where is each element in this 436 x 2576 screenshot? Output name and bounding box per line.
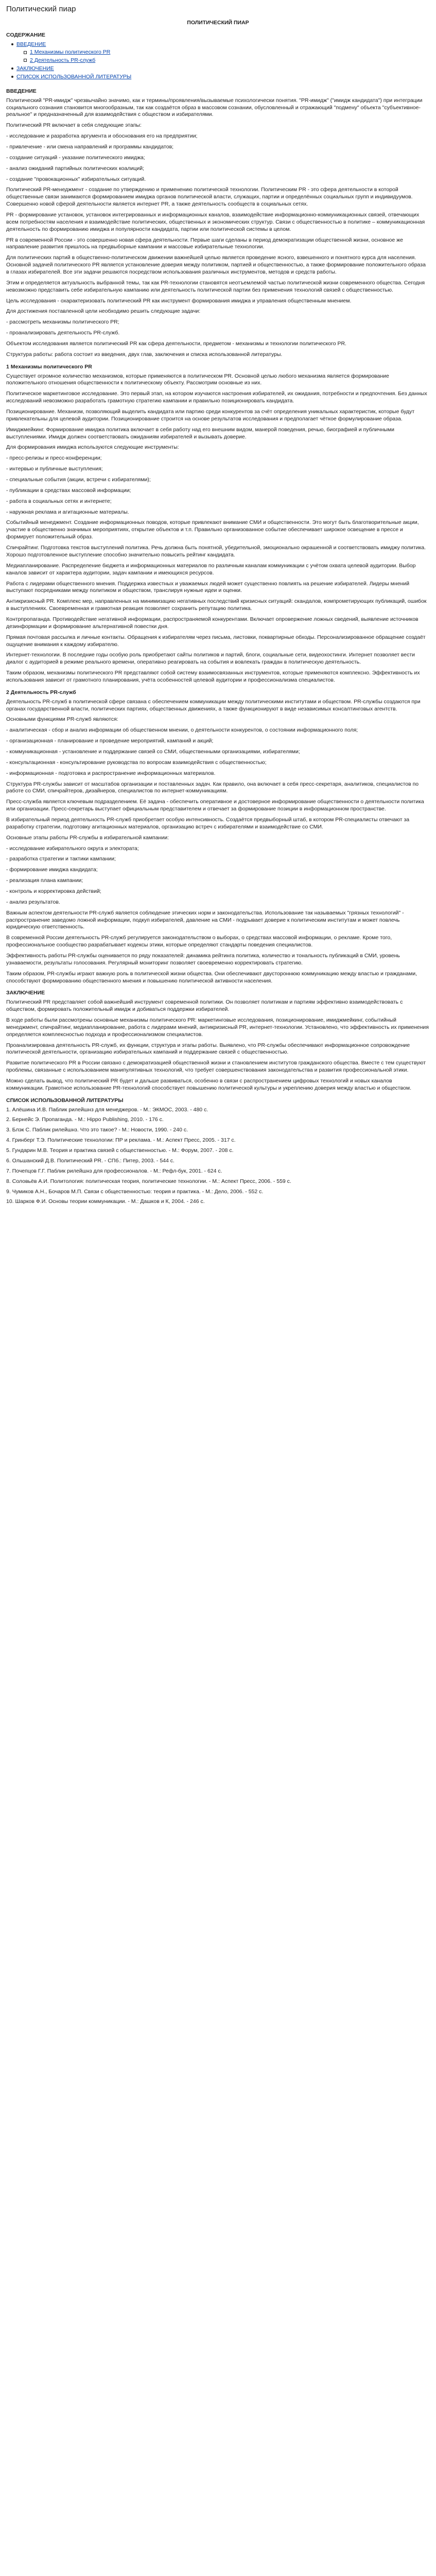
section-heading: ВВЕДЕНИЕ	[6, 88, 37, 94]
paragraph: Прямая почтовая рассылка и личные контакты. Обращения к избирателям через письма, листовки, поквартирные обходы. Персонализированное обращение создаёт ощущение внимания к каждому избирателю.	[6, 634, 426, 648]
paragraph: Интернет-технологии. В последние годы особую роль приобретают сайты политиков и партий, блоги, социальные сети, видеохостинги. Интернет позволяет вести диалог с аудиторией в режиме реального времени, оперативно реагировать на события и вовлекать граждан в политическую деятельность.	[6, 652, 415, 666]
paragraph: Пресс-служба является ключевым подразделением. Её задача - обеспечить оперативное и достоверное информирование общественности о деятельности политика или организации. Пресс-секретарь выступает официальным представителем и отвечает за формирование позиции в информационном пространстве.	[6, 799, 424, 812]
reference-item: 1. Алёшина И.В. Паблик рилейшнз для менеджеров. - М.: ЭКМОС, 2003. - 480 с.	[6, 1106, 208, 1113]
paragraph: Антикризисный PR. Комплекс мер, направленных на минимизацию негативных последствий кризисных ситуаций: скандалов, компрометирующих публикаций, ошибок в выступлениях. Своевременная и грамотная реакция позволяет сохранить репутацию политика.	[6, 598, 427, 612]
toc-link[interactable]: 2 Деятельность PR-служб	[30, 57, 96, 64]
paragraph: Политическое маркетинговое исследование. Это первый этап, на котором изучаются настроения избирателей, их ожидания, потребности и предпочтения. Без данных исследований невозможно разработать грамотную стратегию кампании и правильно позиционировать кандидата.	[6, 391, 427, 404]
table-of-contents	[6, 32, 430, 81]
paragraph: - консультационная - консультирование руководства по вопросам взаимодействия с общественностью;	[6, 759, 267, 766]
paragraph: - анализ результатов.	[6, 899, 60, 905]
toc-item	[6, 49, 430, 56]
paragraph: Этим и определяется актуальность выбранной темы, так как PR-технологии становятся неотъемлемой частью политической жизни современного общества. Сегодня невозможно представить себе избирательную кампанию или деятельность политической партии без применения технологий связей с общественностью.	[6, 279, 425, 293]
paragraph: Структура работы: работа состоит из введения, двух глав, заключения и списка использованной литературы.	[6, 351, 283, 358]
reference-item: 5. Гундарин М.В. Теория и практика связей с общественностью. - М.: Форум, 2007. - 208 с.	[6, 1147, 234, 1154]
paragraph: Основными функциями PR-служб являются:	[6, 716, 118, 723]
paragraph: Медиапланирование. Распределение бюджета и информационных материалов по различным каналам коммуникации с учётом охвата целевой аудитории. Выбор каналов зависит от характера аудитории, задач кампании и имеющихся ресурсов.	[6, 562, 416, 576]
toc-item	[6, 41, 430, 48]
bullet-icon	[24, 59, 27, 62]
toc-item	[6, 65, 430, 73]
paragraph: В современной России деятельность PR-служб регулируется законодательством о выборах, о средствах массовой информации, о рекламе. Кроме того, профессиональное сообщество разрабатывает кодексы этики, которые определяют стандарты поведения специалистов.	[6, 935, 392, 948]
section-heading: 2 Деятельность PR-служб	[6, 689, 76, 696]
toc-label: СОДЕРЖАНИЕ	[6, 31, 45, 38]
reference-item: 8. Соловьёв А.И. Политология: политическая теория, политические технологии. - М.: Аспект Пресс, 2006. - 559 с.	[6, 1178, 291, 1184]
paragraph: - аналитическая - сбор и анализ информации об общественном мнении, о деятельности конкурентов, о состоянии информационного поля;	[6, 727, 358, 734]
paragraph: Важным аспектом деятельности PR-служб является соблюдение этических норм и законодательства. Использование так называемых "грязных технологий" - распространение заведомо ложной информации, подкуп избирателей, давление на СМИ - подрывает доверие к политическим институтам и может повлечь юридическую ответственность.	[6, 909, 404, 930]
reference-item: 2. Бернейс Э. Пропаганда. - М.: Hippo Publishing, 2010. - 176 с.	[6, 1116, 164, 1123]
reference-item: 4. Гринберг Т.Э. Политические технологии: ПР и реклама. - М.: Аспект Пресс, 2005. - 317 с.	[6, 1137, 236, 1144]
reference-item: 10. Шарков Ф.И. Основы теории коммуникации. - М.: Дашков и К, 2004. - 246 с.	[6, 1198, 205, 1205]
references-section	[6, 1097, 430, 1206]
paragraph: - реализация плана кампании;	[6, 877, 83, 884]
section	[6, 689, 430, 985]
paragraph: Структура PR-службы зависит от масштабов организации и поставленных задач. Как правило, она включает в себя пресс-секретаря, аналитиков, специалистов по работе со СМИ, спичрайтеров, дизайнеров, специалистов по интернет-коммуникациям.	[6, 781, 419, 794]
references-list	[6, 1107, 430, 1206]
paragraph: Политический "PR-имидж" чрезвычайно значимо, как и термины/проявления/вызываемые психологически понятия. "PR-имидж" ("имидж кандидата") при интеграции социального сознания становится многообразным, так как создаётся образ в массовом сознании, обусловленный и отражающий "подмену" объекта "субъективное-реальное" и предназначенный для взаимодействия с обществом и избирателями.	[6, 97, 423, 118]
paragraph: Цель исследования - охарактеризовать политический PR как инструмент формирования имиджа и управления общественным мнением.	[6, 297, 352, 304]
section	[6, 990, 430, 1092]
paragraph: - исследование избирательного округа и электората;	[6, 845, 139, 852]
document-page	[0, 0, 436, 1206]
paragraph: Для формирования имиджа используются следующие инструменты:	[6, 444, 179, 451]
page-title: Политический пиар	[6, 5, 76, 13]
toc-link[interactable]: ВВЕДЕНИЕ	[16, 41, 46, 47]
paragraph: - разработка стратегии и тактики кампании;	[6, 856, 116, 862]
paragraph: - проанализировать деятельность PR-служб.	[6, 330, 120, 336]
paragraph: - наружная реклама и агитационные материалы.	[6, 509, 129, 515]
paragraph: Проанализирована деятельность PR-служб, их функции, структура и этапы работы. Выявлено, что PR-службы обеспечивают информационное сопровождение политической деятельности, организацию избирательных кампаний и поддержание связей с общественностью.	[6, 1042, 410, 1056]
paragraph: В ходе работы были рассмотрены основные механизмы политического PR: маркетинговые исследования, позиционирование, имиджмейкинг, событийный менеджмент, спичрайтинг, медиапланирование, работа с лидерами мнений, антикризисный PR, интернет-технологии. Установлено, что эффективность их применения определяется комплексностью подхода и профессионализмом специалистов.	[6, 1017, 429, 1038]
toc-link[interactable]: 1 Механизмы политического PR	[30, 49, 111, 56]
toc-item	[6, 57, 430, 64]
paragraph: - создание ситуаций - указание политического имиджа;	[6, 154, 145, 161]
section-heading: ЗАКЛЮЧЕНИЕ	[6, 990, 45, 996]
reference-item: 3. Блэк С. Паблик рилейшнз. Что это такое? - М.: Новости, 1990. - 240 с.	[6, 1127, 188, 1133]
reference-item: 6. Ольшанский Д.В. Политический PR. - СПб.: Питер, 2003. - 544 с.	[6, 1157, 175, 1164]
bullet-icon	[24, 51, 27, 54]
bullet-icon	[11, 43, 13, 45]
paragraph: Событийный менеджмент. Создание информационных поводов, которые привлекают внимание СМИ и общественности. Это могут быть благотворительные акции, участие в общественно значимых мероприятиях, открытие объектов и т.п. Правильно организованное событие обеспечивает широкое освещение в прессе и формирует положительный образ.	[6, 519, 419, 540]
section-heading: 1 Механизмы политического PR	[6, 363, 92, 370]
paragraph: Деятельность PR-служб в политической сфере связана с обеспечением коммуникации между политическими институтами и обществом. PR-службы создаются при органах государственной власти, политических партиях, общественных движениях, а также функционируют в виде независимых консалтинговых агентств.	[6, 698, 421, 712]
paragraph: - организационная - планирование и проведение мероприятий, кампаний и акций;	[6, 738, 214, 744]
paragraph: Политический PR включает в себя следующие этапы:	[6, 122, 142, 129]
paragraph: PR - формирование установок, установок интегрированных и информационных каналов, взаимодействие информационно-коммуникационных связей, отвечающих всем потребностям населения и взаимодействие политических, общественных и экономических структур. Связи с общественностью в политике – коммуникационная деятельность по формированию имиджа и популярности кандидата, партии или политической системы в целом.	[6, 211, 425, 232]
paragraph: - формирование имиджа кандидата;	[6, 867, 98, 873]
paragraph: - работа в социальных сетях и интернете;	[6, 498, 112, 504]
paragraph: Спичрайтинг. Подготовка текстов выступлений политика. Речь должна быть понятной, убедительной, эмоционально окрашенной и соответствовать имиджу политика. Хорошо подготовленное выступление способно значительно повысить рейтинг кандидата.	[6, 545, 426, 558]
paragraph: - контроль и корректировка действий;	[6, 888, 101, 894]
paragraph: Таким образом, PR-службы играют важную роль в политической жизни общества. Они обеспечивают двустороннюю коммуникацию между властью и гражданами, способствуют формированию общественного мнения и повышению политической активности населения.	[6, 970, 417, 984]
paragraph: - пресс-релизы и пресс-конференции;	[6, 455, 102, 462]
paragraph: PR в современной России - это совершенно новая сфера деятельности. Первые шаги сделаны в период демократизации общественной жизни, основное же направление развития пришлось на предвыборные кампании и массовые избирательные технологии.	[6, 236, 403, 250]
paragraph: В избирательный период деятельность PR-служб приобретает особую интенсивность. Создаётся предвыборный штаб, в котором PR-специалисты отвечают за разработку стратегии, подготовку агитационных материалов, организацию встреч с избирателями и взаимодействие со СМИ.	[6, 816, 410, 830]
document-heading: ПОЛИТИЧЕСКИЙ ПИАР	[187, 19, 249, 26]
document-body	[6, 88, 430, 1092]
paragraph: - публикации в средствах массовой информации;	[6, 487, 131, 494]
bullet-icon	[11, 76, 13, 78]
toc-link[interactable]: ЗАКЛЮЧЕНИЕ	[16, 65, 54, 72]
section	[6, 88, 430, 359]
bullet-icon	[11, 67, 13, 70]
paragraph: - привлечение - или смена направлений и программы кандидатов;	[6, 143, 174, 150]
paragraph: - рассмотреть механизмы политического PR;	[6, 319, 119, 326]
paragraph: - интервью и публичные выступления;	[6, 466, 103, 472]
paragraph: Контрпропаганда. Противодействие негативной информации, распространяемой конкурентами. Включает опровержение ложных сведений, выявление источников дезинформации и формирование альтернативной повестки дня.	[6, 616, 418, 630]
paragraph: Политический PR представляет собой важнейший инструмент современной политики. Он позволяет политикам и партиям эффективно взаимодействовать с обществом, формировать положительный имидж и добиваться поддержки избирателей.	[6, 999, 403, 1013]
paragraph: Политический PR-менеджмент - создание по утверждению и применению политической технологии. Политическим PR - это сфера деятельности в которой общественные связи занимаются формированием имиджа органов политической власти, служащих, партии и определённых социальных групп и индивидуумов. Совершенно новой сферой деятельности является интернет PR, а также деятельность сообществ в социальных сетях.	[6, 187, 413, 208]
paragraph: Имиджмейкинг. Формирование имиджа политика включает в себя работу над его внешним видом, манерой поведения, речью, биографией и публичными выступлениями. Имидж должен соответствовать ожиданиям избирателей и вызывать доверие.	[6, 426, 395, 440]
paragraph: Таким образом, механизмы политического PR представляют собой систему взаимосвязанных инструментов, которые применяются комплексно. Эффективность их использования зависит от грамотного планирования, учёта особенностей целевой аудитории и профессионализма специалистов.	[6, 670, 420, 683]
paragraph: Для достижения поставленной цели необходимо решить следующие задачи:	[6, 308, 201, 315]
paragraph: Можно сделать вывод, что политический PR будет и дальше развиваться, особенно в связи с распространением цифровых технологий и новых каналов коммуникации. Грамотное использование PR-технологий способствует повышению политической культуры и укреплению доверия между властью и обществом.	[6, 1078, 412, 1091]
paragraph: - коммуникационная - установление и поддержание связей со СМИ, общественными организациями, избирателями;	[6, 748, 300, 755]
paragraph: Объектом исследования является политический PR как сфера деятельности, предметом - механизмы и технологии политического PR.	[6, 341, 346, 347]
paragraph: Существует огромное количество механизмов, которые применяются в политическом PR. Основной целью любого механизма является формирование положительного отношения общественности к политическому объекту. Рассмотрим основные из них.	[6, 372, 389, 386]
paragraph: Позиционирование. Механизм, позволяющий выделить кандидата или партию среди конкурентов за счёт определения уникальных характеристик, которые будут привлекательны для целевой аудитории. Позиционирование строится на основе результатов исследования и предполагает чёткое формулирование образа.	[6, 409, 415, 422]
paragraph: Работа с лидерами общественного мнения. Поддержка известных и уважаемых людей может существенно повлиять на решение избирателей. Лидеры мнений выступают посредниками между политиком и обществом, транслируя нужные идеи и оценки.	[6, 580, 410, 594]
reference-item: 7. Почепцов Г.Г. Паблик рилейшнз для профессионалов. - М.: Рефл-бук, 2001. - 624 с.	[6, 1167, 222, 1174]
paragraph: Эффективность работы PR-службы оценивается по ряду показателей: динамика рейтинга политика, количество и тональность публикаций в СМИ, уровень узнаваемости, результаты голосования. Регулярный мониторинг позволяет своевременно корректировать стратегию.	[6, 953, 400, 966]
paragraph: Основные этапы работы PR-службы в избирательной кампании:	[6, 834, 169, 841]
paragraph: Развитие политического PR в России связано с демократизацией общественной жизни и становлением институтов гражданского общества. Вместе с тем существуют проблемы, связанные с использованием манипулятивных технологий, что требует совершенствования законодательства и развития профессиональной этики.	[6, 1060, 426, 1074]
paragraph: - создание "провокационных" избирательных ситуаций.	[6, 176, 146, 182]
toc-item	[6, 74, 430, 81]
reference-item: 9. Чумиков А.Н., Бочаров М.П. Связи с общественностью: теория и практика. - М.: Дело, 2006. - 552 с.	[6, 1188, 264, 1195]
paragraph: - исследование и разработка аргумента и обоснования его на предприятии;	[6, 133, 198, 140]
paragraph: - анализ ожиданий партийных политических коалиций;	[6, 165, 145, 172]
paragraph: Для политических партий в общественно-политическом движении важнейшей целью является проведение ясного, взвешенного и понятного курса для населения. Основной задачей политического PR является установление доверия между политиком, партией и общественностью, а также формирование положительного образа в глазах избирателей. Все эти задачи решаются посредством использования различных инструментов, методов и средств работы.	[6, 255, 426, 275]
references-heading: СПИСОК ИСПОЛЬЗОВАННОЙ ЛИТЕРАТУРЫ	[6, 1097, 124, 1104]
toc-link[interactable]: СПИСОК ИСПОЛЬЗОВАННОЙ ЛИТЕРАТУРЫ	[16, 73, 132, 80]
toc-list	[6, 41, 430, 81]
section	[6, 364, 430, 684]
paragraph: - информационная - подготовка и распространение информационных материалов.	[6, 770, 216, 776]
paragraph: - специальные события (акции, встречи с избирателями);	[6, 477, 151, 483]
